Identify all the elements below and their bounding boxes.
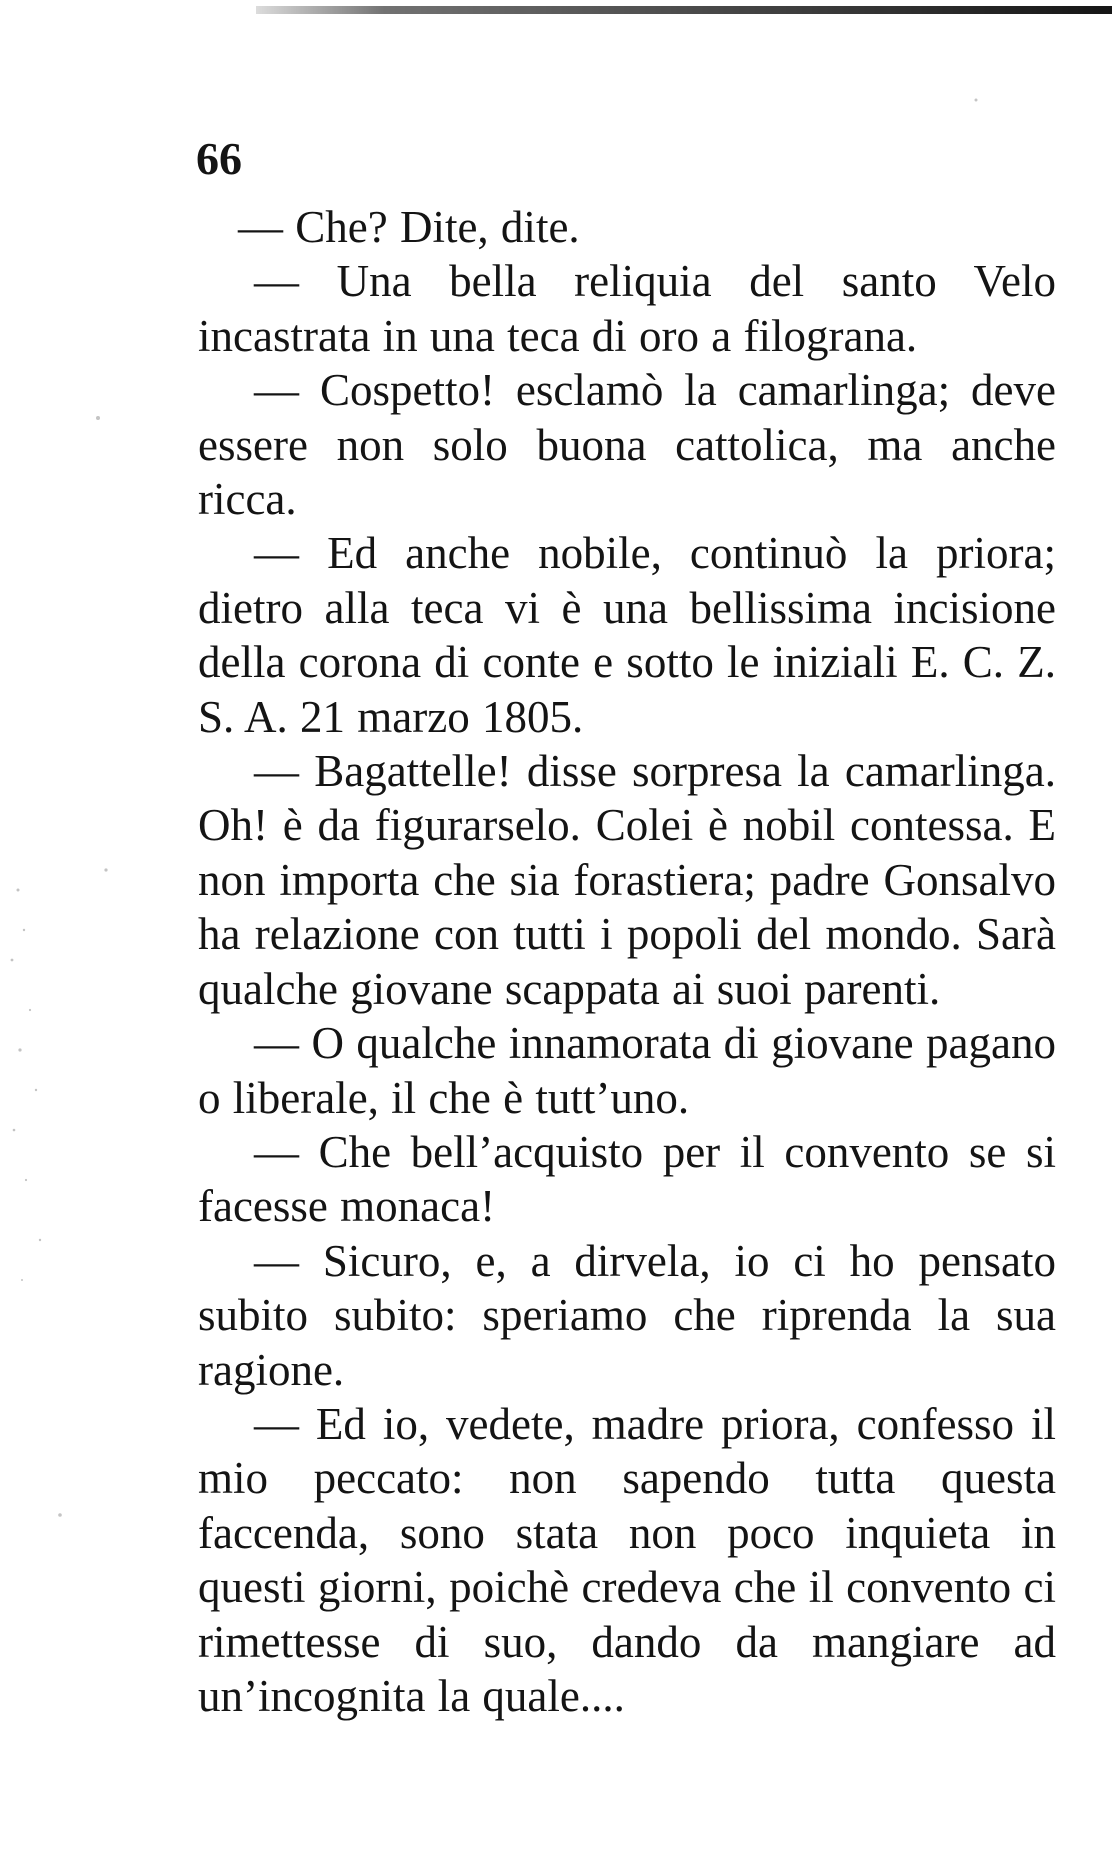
paragraph-4: — Ed anche nobile, continuò la priora; dietro alla teca vi è una bellissima incisione della corona di conte e sotto le iniziali E. C. Z. S. A. 21 marzo 1805. — [198, 528, 1056, 742]
body-text — [198, 200, 1056, 1723]
paragraph-6: — O qualche innamorata di giovane pagano o liberale, il che è tutt’uno. — [198, 1018, 1056, 1123]
paragraph-7: — Che bell’acquisto per il convento se si facesse monaca! — [198, 1126, 1056, 1232]
paragraph-2: — Una bella reliquia del santo Velo incastrata in una teca di oro a filograna. — [198, 256, 1056, 361]
top-border-rule — [256, 6, 1112, 14]
page-number: 66 — [196, 133, 242, 184]
paragraph-5: — Bagattelle! disse sorpresa la camarlinga. Oh! è da figurarselo. Colei è nobil contessa. E non importa che sia forastiera; padre Gonsalvo ha relazione con tutti i popoli del mondo. Sarà qualche giovane scappata ai suoi parenti. — [198, 746, 1056, 1014]
paragraph-9: — Ed io, vedete, madre priora, confesso il mio peccato: non sapendo tutta questa faccenda, sono stata non poco inquieta in questi giorni, poichè credeva che il convento ci rimettesse di suo, dando da mangiare ad un’incognita la quale.... — [198, 1398, 1056, 1721]
paragraph-8: — Sicuro, e, a dirvela, io ci ho pensato subito subito: speriamo che riprenda la sua ragione. — [198, 1235, 1056, 1395]
paragraph-1: — Che? Dite, dite. — [238, 202, 580, 252]
paragraph-3: — Cospetto! esclamò la camarlinga; deve essere non solo buona cattolica, ma anche ricca. — [198, 365, 1056, 525]
